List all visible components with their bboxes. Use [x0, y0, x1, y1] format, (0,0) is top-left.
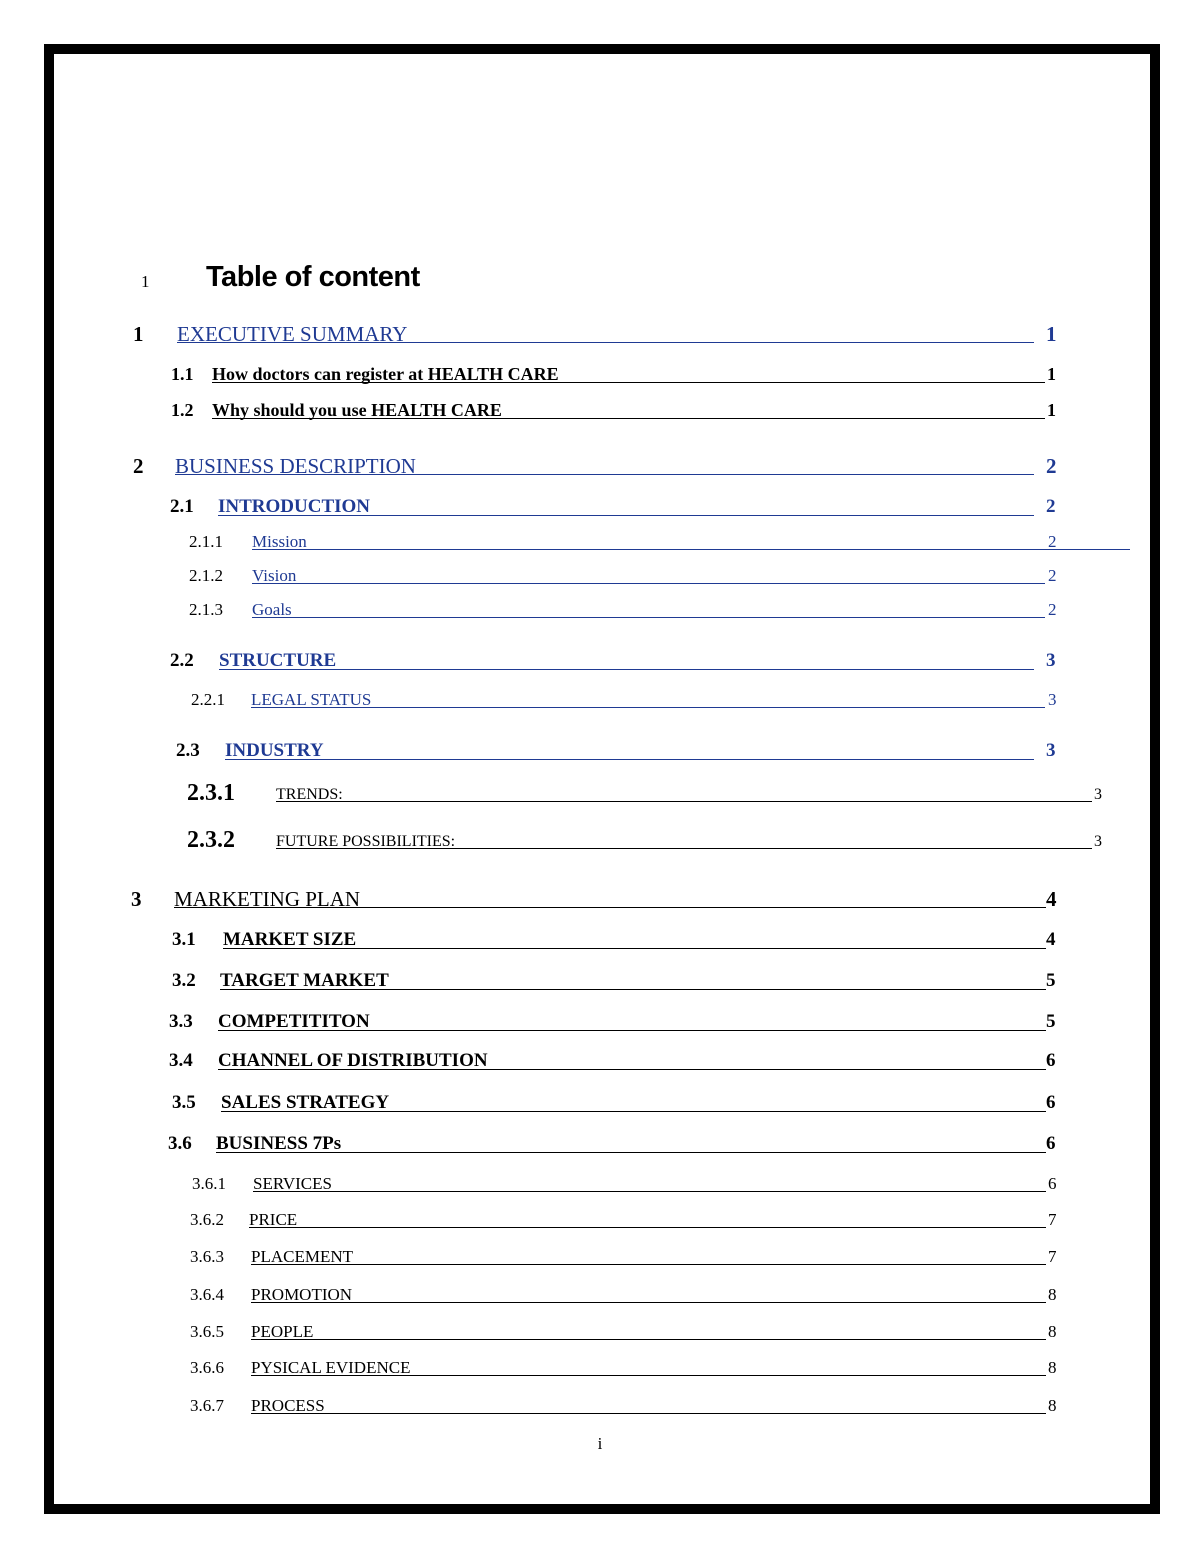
toc-entry-title: LEGAL STATUS — [251, 690, 372, 709]
toc-entry[interactable] — [0, 1396, 1200, 1421]
toc-entry-page: 8 — [1048, 1358, 1057, 1377]
toc-entry-page: 6 — [1046, 1050, 1056, 1071]
toc-entry[interactable] — [0, 1133, 1200, 1160]
toc-entry-page: 5 — [1046, 970, 1056, 991]
toc-entry-title: PROCESS — [251, 1396, 325, 1415]
toc-entry-page: 7 — [1048, 1210, 1057, 1229]
toc-entry-title: MARKET SIZE — [223, 929, 357, 950]
toc-entry-number: 3.2 — [172, 970, 196, 991]
toc-leader-line — [251, 1339, 1046, 1340]
toc-entry[interactable] — [0, 1011, 1200, 1038]
toc-entry-title: MARKETING PLAN — [174, 887, 361, 911]
toc-entry-number: 2.1 — [170, 496, 194, 517]
toc-entry-title: CHANNEL OF DISTRIBUTION — [218, 1050, 488, 1071]
toc-entry-page: 8 — [1048, 1396, 1057, 1415]
toc-entry[interactable] — [0, 970, 1200, 997]
toc-entry-page: 4 — [1046, 929, 1056, 950]
toc-entry-number: 3.6.4 — [190, 1285, 224, 1304]
toc-entry-number: 2 — [133, 454, 144, 478]
toc-entry-number: 2.1.1 — [189, 532, 223, 551]
page-title: Table of content — [206, 261, 420, 293]
toc-entry[interactable] — [0, 1174, 1200, 1199]
toc-entry-title: BUSINESS DESCRIPTION — [175, 454, 416, 478]
toc-entry-number: 3 — [131, 887, 142, 911]
toc-entry-title: INTRODUCTION — [218, 496, 371, 517]
toc-entry-page: 3 — [1048, 690, 1057, 709]
toc-entry[interactable] — [0, 780, 1200, 812]
toc-entry-title: TRENDS: — [276, 786, 343, 803]
toc-entry-page: 1 — [1047, 364, 1056, 384]
toc-entry-number: 2.1.2 — [189, 566, 223, 585]
toc-entry[interactable] — [0, 400, 1200, 426]
toc-entry[interactable] — [0, 740, 1200, 767]
toc-entry-page: 8 — [1048, 1322, 1057, 1341]
toc-entry-title: TARGET MARKET — [220, 970, 389, 991]
toc-entry[interactable] — [0, 364, 1200, 390]
toc-entry-title: Why should you use HEALTH CARE — [212, 400, 502, 420]
toc-leader-line — [219, 669, 1034, 670]
toc-entry-title: PEOPLE — [251, 1322, 314, 1341]
toc-entry-page: 3 — [1094, 833, 1102, 850]
toc-entry[interactable] — [0, 1210, 1200, 1235]
toc-entry-number: 3.6.2 — [190, 1210, 224, 1229]
toc-entry-title: SERVICES — [253, 1174, 332, 1193]
toc-entry-page: 7 — [1048, 1247, 1057, 1266]
toc-entry-title: BUSINESS 7Ps — [216, 1133, 342, 1154]
toc-entry[interactable] — [0, 1247, 1200, 1272]
toc-entry-number: 1 — [133, 322, 144, 346]
toc-entry-number: 3.6.7 — [190, 1396, 224, 1415]
toc-entry[interactable] — [0, 1285, 1200, 1310]
toc-leader-line — [251, 1413, 1046, 1414]
heading-number: 1 — [141, 272, 150, 291]
toc-entry[interactable] — [0, 600, 1200, 625]
toc-entry-title: FUTURE POSSIBILITIES: — [276, 833, 456, 850]
page-number-footer: i — [597, 1434, 603, 1453]
toc-entry-title: How doctors can register at HEALTH CARE — [212, 364, 559, 384]
toc-entry[interactable] — [0, 827, 1200, 859]
toc-entry-page: 3 — [1046, 650, 1056, 671]
toc-entry-title: PRICE — [249, 1210, 298, 1229]
toc-leader-line — [252, 549, 1130, 550]
toc-entry[interactable] — [0, 454, 1200, 483]
toc-entry-number: 3.4 — [169, 1050, 193, 1071]
toc-entry-title: PLACEMENT — [251, 1247, 353, 1266]
toc-entry[interactable] — [0, 929, 1200, 956]
toc-entry[interactable] — [0, 566, 1200, 591]
toc-entry-page: 6 — [1046, 1092, 1056, 1113]
toc-entry-page: 6 — [1048, 1174, 1057, 1193]
toc-entry[interactable] — [0, 496, 1200, 523]
toc-entry-page: 2 — [1048, 600, 1057, 619]
toc-entry-page: 1 — [1047, 400, 1056, 420]
toc-entry-number: 2.2.1 — [191, 690, 225, 709]
toc-entry-number: 3.1 — [172, 929, 196, 950]
toc-entry-title: SALES STRATEGY — [221, 1092, 390, 1113]
toc-entry-page: 2 — [1048, 566, 1057, 585]
toc-entry-number: 1.1 — [171, 364, 194, 384]
toc-entry-number: 3.6.5 — [190, 1322, 224, 1341]
toc-entry-page: 6 — [1046, 1133, 1056, 1154]
toc-entry-number: 2.3 — [176, 740, 200, 761]
toc-entry-title: INDUSTRY — [225, 740, 324, 761]
toc-entry-page: 4 — [1046, 887, 1057, 911]
toc-entry-number: 3.3 — [169, 1011, 193, 1032]
toc-entry[interactable] — [0, 1322, 1200, 1347]
toc-leader-line — [249, 1227, 1046, 1228]
toc-entry-number: 3.5 — [172, 1092, 196, 1113]
toc-entry-page: 2 — [1048, 532, 1057, 551]
toc-entry-number: 2.3.1 — [187, 780, 235, 806]
toc-entry-title: PYSICAL EVIDENCE — [251, 1358, 411, 1377]
toc-entry[interactable] — [0, 1092, 1200, 1119]
toc-entry-title: STRUCTURE — [219, 650, 337, 671]
toc-entry-number: 3.6.6 — [190, 1358, 224, 1377]
toc-entry[interactable] — [0, 1358, 1200, 1383]
toc-entry-title: PROMOTION — [251, 1285, 353, 1304]
toc-entry-number: 3.6.1 — [192, 1174, 226, 1193]
toc-entry-number: 2.3.2 — [187, 827, 235, 853]
toc-entry-number: 3.6.3 — [190, 1247, 224, 1266]
toc-entry-number: 1.2 — [171, 400, 194, 420]
toc-leader-line — [225, 759, 1034, 760]
toc-entry-page: 5 — [1046, 1011, 1056, 1032]
toc-entry-number: 2.1.3 — [189, 600, 223, 619]
toc-entry[interactable] — [0, 1050, 1200, 1077]
toc-leader-line — [252, 617, 1045, 618]
toc-entry-page: 8 — [1048, 1285, 1057, 1304]
toc-entry-title: Vision — [252, 566, 297, 585]
toc-entry[interactable] — [0, 650, 1200, 677]
toc-leader-line — [252, 583, 1045, 584]
toc-entry-title: Mission — [252, 532, 307, 551]
toc-entry-page: 3 — [1046, 740, 1056, 761]
toc-entry-title: COMPETITITON — [218, 1011, 370, 1032]
toc-leader-line — [276, 801, 1092, 802]
toc-entry-page: 2 — [1046, 496, 1056, 517]
toc-leader-line — [251, 1264, 1046, 1265]
toc-entry[interactable] — [0, 690, 1200, 715]
toc-entry[interactable] — [0, 322, 1200, 351]
toc-entry[interactable] — [0, 532, 1200, 557]
toc-entry-number: 2.2 — [170, 650, 194, 671]
toc-entry-number: 3.6 — [168, 1133, 192, 1154]
toc-entry-page: 3 — [1094, 786, 1102, 803]
toc-entry[interactable] — [0, 887, 1200, 916]
toc-entry-page: 2 — [1046, 454, 1057, 478]
toc-leader-line — [251, 1302, 1046, 1303]
toc-leader-line — [253, 1191, 1046, 1192]
toc-entry-page: 1 — [1046, 322, 1057, 346]
toc-entry-title: EXECUTIVE SUMMARY — [177, 322, 408, 346]
toc-entry-title: Goals — [252, 600, 292, 619]
